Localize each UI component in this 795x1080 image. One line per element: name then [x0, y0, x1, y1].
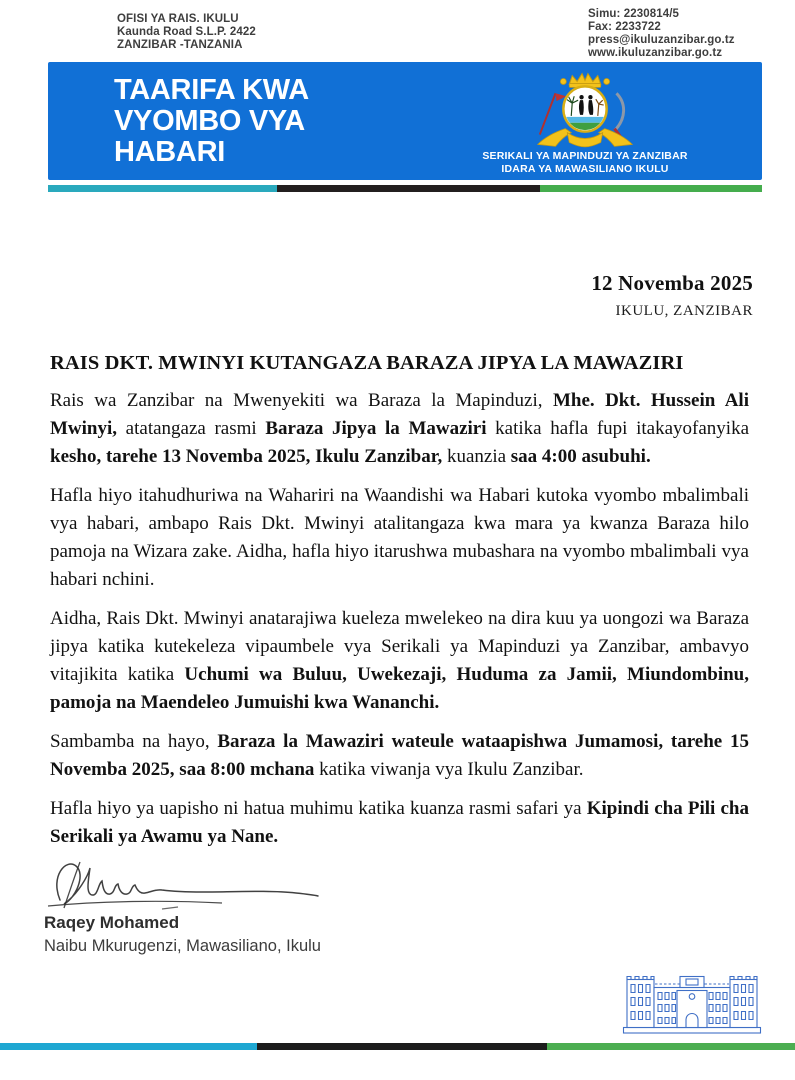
footer-black-segment [257, 1043, 547, 1050]
letterhead-office-block [117, 13, 256, 52]
office-name: OFISI YA RAIS. IKULU [117, 13, 239, 25]
contact-fax: Fax: 2233722 [588, 21, 661, 33]
footer-cyan-segment [0, 1043, 257, 1050]
org-name-block [455, 150, 715, 175]
handwritten-signature-icon [44, 854, 354, 912]
stripe-teal-segment [48, 185, 277, 192]
signatory-name: Raqey Mohamed [44, 913, 180, 932]
footer-green-segment [547, 1043, 795, 1050]
body-paragraph-3: Aidha, Rais Dkt. Mwinyi anatarajiwa kueleza mwelekeo na dira kuu ya uongozi wa Baraza jipya katika kutekeleza vipaumbele vya Serikali ya Mapinduzi ya Zanzibar, ambavyo vitajikita katika Uchumi wa Buluu, Uwekezaji, Huduma za Jamii, Miundombinu, pamoja na Maendeleo Jumuishi kwa Wananchi. [50, 608, 750, 713]
contact-phone: Simu: 2230814/5 [588, 8, 680, 20]
banner-emblem-block [455, 71, 715, 175]
signatory-title: Naibu Mkurugenzi, Mawasiliano, Ikulu [44, 937, 321, 955]
contact-website: www.ikuluzanzibar.go.tz [588, 47, 723, 59]
office-address: Kaunda Road S.L.P. 2422 [117, 26, 256, 38]
contact-email: press@ikuluzanzibar.go.tz [588, 34, 735, 46]
release-headline: RAIS DKT. MWINYI KUTANGAZA BARAZA JIPYA LA MAWAZIRI [50, 352, 684, 374]
banner-title [114, 75, 309, 168]
press-banner [48, 62, 762, 180]
ikulu-building-icon [622, 972, 762, 1035]
banner-stripe [48, 185, 762, 192]
body-paragraph-5: Hafla hiyo ya uapisho ni hatua muhimu katika kuanza rasmi safari ya Kipindi cha Pili cha Serikali ya Awamu ya Nane. [50, 798, 749, 847]
footer-bar [0, 1043, 795, 1050]
body-paragraph-1: Rais wa Zanzibar na Mwenyekiti wa Baraza la Mapinduzi, Mhe. Dkt. Hussein Ali Mwinyi, atatangaza rasmi Baraza Jipya la Mawaziri katika hafla fupi itakayofanyika kesho, tarehe 13 Novemba 2025, Ikulu Zanzibar, kuanzia saa 4:00 asubuhi. [50, 390, 750, 467]
signature-block [44, 854, 354, 956]
office-country: ZANZIBAR -TANZANIA [117, 39, 243, 51]
release-place: IKULU, ZANZIBAR [615, 303, 753, 319]
org-name-line-1: SERIKALI YA MAPINDUZI YA ZANZIBAR [482, 150, 688, 162]
dateline [393, 271, 753, 320]
release-date: 12 Novemba 2025 [591, 271, 753, 295]
banner-title-line-1: TAARIFA KWA [114, 74, 309, 106]
press-release-article [50, 352, 749, 862]
letterhead-contact-block [588, 8, 735, 60]
banner-title-line-2: VYOMBO VYA [114, 105, 305, 137]
stripe-green-segment [540, 185, 762, 192]
coat-of-arms-icon [526, 71, 644, 149]
body-paragraph-4: Sambamba na hayo, Baraza la Mawaziri wateule wataapishwa Jumamosi, tarehe 15 Novemba 2025, saa 8:00 mchana katika viwanja vya Ikulu Zanzibar. [50, 731, 749, 780]
banner-title-line-3: HABARI [114, 136, 225, 168]
org-name-line-2: IDARA YA MAWASILIANO IKULU [501, 162, 669, 175]
body-paragraph-2: Hafla hiyo itahudhuriwa na Wahariri na Waandishi wa Habari kutoka vyombo mbalimbali vya habari, ambapo Rais Dkt. Mwinyi atalitangaza kwa mara ya kwanza Baraza hilo pamoja na Wizara zake. Aidha, hafla hiyo itarushwa mubashara na vyombo mbalimbali vya habari nchini. [50, 485, 749, 590]
stripe-black-segment [277, 185, 540, 192]
